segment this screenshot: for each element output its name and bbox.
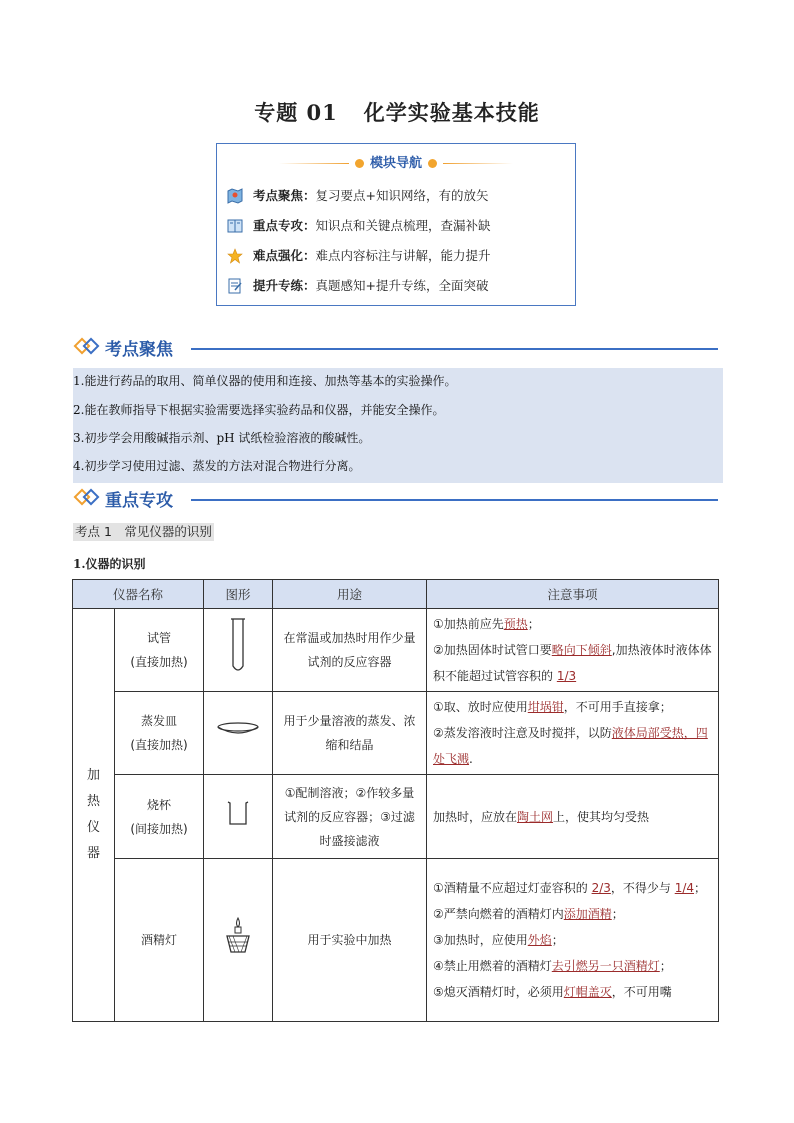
page-title: 专题 01 化学实验基本技能 — [254, 100, 540, 125]
instrument-table — [72, 579, 719, 1022]
book-icon — [227, 218, 243, 234]
name-cell: 试管 (直接加热) — [115, 609, 204, 692]
table-header-row — [73, 580, 719, 609]
col-header: 仪器名称 — [73, 580, 204, 609]
checklist-icon — [227, 278, 243, 294]
name-cell: 酒精灯 — [115, 859, 204, 1022]
module-nav-box — [216, 143, 576, 306]
use-cell: 用于实验中加热 — [273, 859, 427, 1022]
section-heading-key: 重点专攻 — [73, 488, 718, 510]
col-header: 用途 — [273, 580, 427, 609]
nav-header: 模块导航 — [217, 152, 575, 171]
notes-cell: ①酒精量不应超过灯壶容积的 2/3，不得少与 1/4； ②严禁向燃着的酒精灯内添加酒精； ③加热时，应使用外焰； ④禁止用燃着的酒精灯去引燃另一只酒精灯； ⑤熄灭酒精灯时，必须用灯帽盖灭，不可用嘴 — [427, 859, 719, 1022]
focus-points-box — [73, 368, 723, 483]
figure-cell — [204, 692, 273, 775]
beaker-icon — [226, 799, 250, 827]
figure-cell — [204, 609, 273, 692]
focus-point: 2.能在教师指导下根据实验需要选择实验药品和仪器，并能安全操作。 — [73, 403, 445, 417]
nav-item-practice: 提升专练： 真题感知+提升专练，全面突破 — [227, 277, 489, 295]
focus-point: 4.初步学习使用过滤、蒸发的方法对混合物进行分离。 — [73, 459, 361, 473]
nav-item-difficult: 难点强化： 难点内容标注与讲解，能力提升 — [227, 247, 491, 265]
use-cell: 用于少量溶液的蒸发、浓缩和结晶 — [273, 692, 427, 775]
test-tube-icon — [228, 616, 248, 676]
col-header: 注意事项 — [427, 580, 719, 609]
table-row — [73, 859, 719, 1022]
map-icon — [227, 188, 243, 204]
group-label: 加热仪器 — [86, 768, 100, 861]
star-icon — [227, 248, 243, 264]
notes-cell: ①取、放时应使用坩埚钳，不可用手直接拿； ②蒸发溶液时注意及时搅拌，以防液体局部受热，四处飞溅. — [427, 692, 719, 775]
kaodian-label: 考点 1 常见仪器的识别 — [75, 524, 212, 539]
focus-point: 3.初步学会用酸碱指示剂、pH 试纸检验溶液的酸碱性。 — [73, 431, 371, 445]
notes-cell: ①加热前应先预热； ②加热固体时试管口要略向下倾斜,加热液体时液体体积不能超过试管容积的 1/3 — [427, 609, 719, 692]
notes-cell: 加热时，应放在陶土网上，使其均匀受热 — [427, 775, 719, 859]
table-row — [73, 609, 719, 692]
section-heading-focus: 考点聚焦 — [73, 337, 718, 359]
table-row — [73, 775, 719, 859]
alcohol-lamp-icon — [223, 916, 253, 956]
nav-item-focus: 考点聚焦： 复习要点+知识网络，有的放矢 — [227, 187, 489, 205]
group-cell — [73, 609, 115, 1022]
figure-cell — [204, 859, 273, 1022]
use-cell: 在常温或加热时用作少量试剂的反应容器 — [273, 609, 427, 692]
figure-cell — [204, 775, 273, 859]
use-cell: ①配制溶液；②作较多量试剂的反应容器；③过滤时盛接滤液 — [273, 775, 427, 859]
name-cell: 烧杯 (间接加热) — [115, 775, 204, 859]
col-header: 图形 — [204, 580, 273, 609]
table-row — [73, 692, 719, 775]
nav-item-key: 重点专攻： 知识点和关键点梳理，查漏补缺 — [227, 217, 491, 235]
evaporating-dish-icon — [216, 721, 260, 737]
subheading: 1.仪器的识别 — [73, 557, 146, 571]
name-cell: 蒸发皿 (直接加热) — [115, 692, 204, 775]
focus-point: 1.能进行药品的取用、简单仪器的使用和连接、加热等基本的实验操作。 — [73, 374, 457, 388]
